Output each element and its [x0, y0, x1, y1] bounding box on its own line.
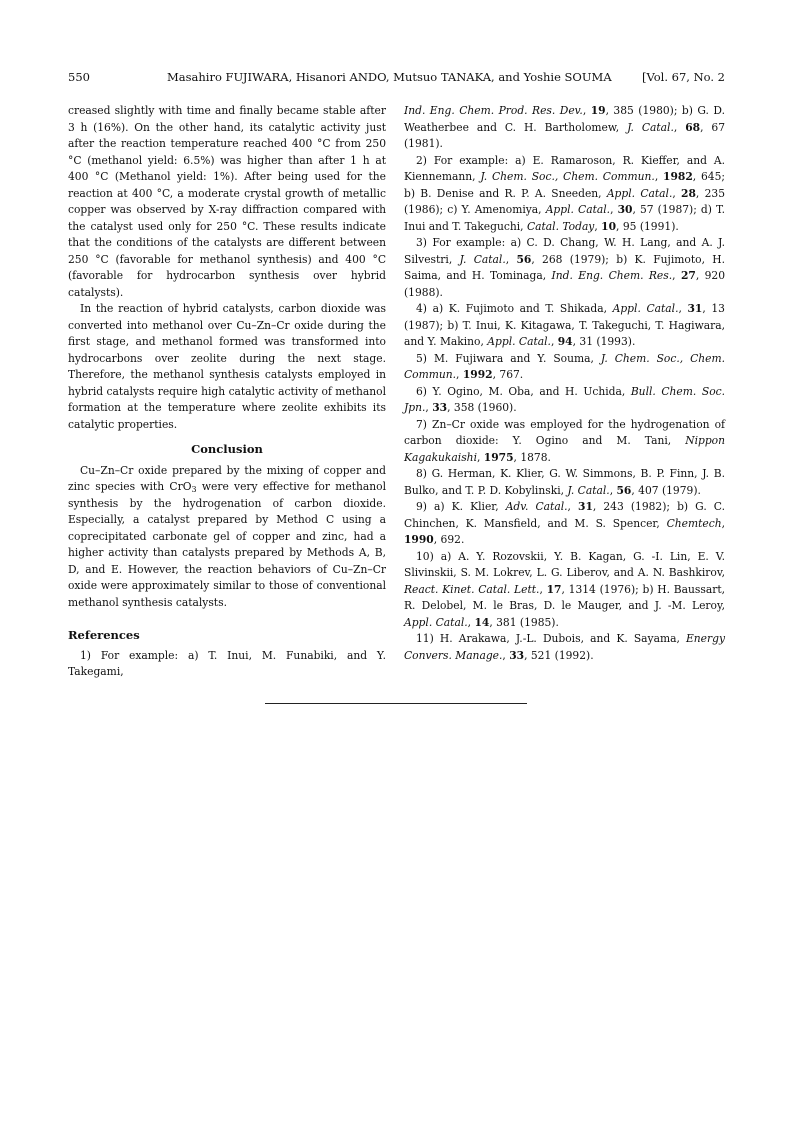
conclusion-paragraph: Cu–Zn–Cr oxide prepared by the mixing of copper and zinc species with CrO$_3$ were very effective for methanol synthesis by the hydrogenation of carbon dioxide. Especially, a catalyst prepared by Method C using a coprecipitated carbonate gel of copper and zinc, had a higher activity than catalysts prepared by Methods A, B, D, and E. However, the reaction behaviors of Cu–Zn–Cr oxide were approximately similar to those of conventional methanol synthesis catalysts. — [68, 463, 386, 609]
references-heading: References — [68, 628, 140, 642]
reference-9: 9) a) K. Klier, Adv. Catal., 31, 243 (1982); b) G. C. Chinchen, K. Mansfield, and M. S. Spencer, Chemtech, 1990, 692. — [404, 500, 726, 546]
page-number: 550 — [68, 70, 90, 84]
body-paragraph-2: In the reaction of hybrid catalysts, carbon dioxide was converted into methanol over Cu–Zn–Cr oxide during the first stage, and methanol formed was transformed into hydrocarbons over zeolite during the next stage. Therefore, the methanol synthesis catalysts employed in hybrid catalysts require high catalytic activity of methanol formation at the temperature where zeolite exhibits its catalytic properties. — [68, 302, 386, 431]
reference-11: 11) H. Arakawa, J.-L. Dubois, and K. Sayama, Energy Convers. Manage., 33, 521 (1992). — [404, 632, 725, 662]
reference-6: 6) Y. Ogino, M. Oba, and H. Uchida, Bull. Chem. Soc. Jpn., 33, 358 (1960). — [404, 384, 726, 414]
reference-3: 3) For example: a) C. D. Chang, W. H. Lang, and A. J. Silvestri, J. Catal., 56, 268 (1979); b) K. Fujimoto, H. Saima, and H. Tominaga, Ind. Eng. Chem. Res., 27, 920 (1988). — [404, 236, 726, 299]
end-rule — [265, 703, 527, 704]
reference-1-start: 1) For example: a) T. Inui, M. Funabiki, and Y. Takegami, — [68, 648, 386, 678]
right-column — [404, 103, 725, 664]
reference-5: 5) M. Fujiwara and Y. Souma, J. Chem. Soc., Chem. Commun., 1992, 767. — [404, 351, 726, 381]
conclusion-heading: Conclusion — [191, 442, 263, 456]
running-authors: Masahiro FUJIWARA, Hisanori ANDO, Mutsuo TANAKA, and Yoshie SOUMA — [167, 70, 612, 84]
volume-info: [Vol. 67, No. 2 — [641, 70, 725, 84]
reference-8: 8) G. Herman, K. Klier, G. W. Simmons, B. P. Finn, J. B. Bulko, and T. P. D. Kobylinski, J. Catal., 56, 407 (1979). — [404, 467, 725, 497]
body-paragraph-1: creased slightly with time and finally became stable after 3 h (16%). On the other hand, its catalytic activity just after the reaction temperature reached 400 °C from 250 °C (methanol yield: 6.5%) was higher than after 1 h at 400 °C (Methanol yield: 1%). After being used for the reaction at 400 °C, a moderate crystal growth of metallic copper was observed by X-ray diffraction compared with the catalyst used only for 250 °C. These results indicate that the conditions of the catalysts are different between 250 °C (favorable for methanol synthesis) and 400 °C (favorable for hydrocarbon synthesis over hybrid catalysts). — [68, 104, 386, 299]
reference-10: 10) a) A. Y. Rozovskii, Y. B. Kagan, G. -I. Lin, E. V. Slivinskii, S. M. Lokrev, L. G. Liberov, and A. N. Bashkirov, React. Kinet. Catal. Lett., 17, 1314 (1976); b) H. Baussart, R. Delobel, M. le Bras, D. le Mauger, and J. -M. Leroy, Appl. Catal., 14, 381 (1985). — [404, 549, 726, 629]
reference-7: 7) Zn–Cr oxide was employed for the hydrogenation of carbon dioxide: Y. Ogino and M. Tani, Nippon Kagakukaishi, 1975, 1878. — [404, 417, 725, 464]
reference-4: 4) a) K. Fujimoto and T. Shikada, Appl. Catal., 31, 13 (1987); b) T. Inui, K. Kitagawa, T. Takeguchi, T. Hagiwara, and Y. Makino, Appl. Catal., 94, 31 (1993). — [404, 302, 725, 348]
reference-1-cont: Ind. Eng. Chem. Prod. Res. Dev., 19, 385 (1980); b) G. D. Weatherbee and C. H. Bartholomew, J. Catal., 68, 67 (1981). — [404, 104, 725, 150]
reference-2: 2) For example: a) E. Ramaroson, R. Kieffer, and A. Kiennemann, J. Chem. Soc., Chem. Commun., 1982, 645; b) B. Denise and R. P. A. Sneeden, Appl. Catal., 28, 235 (1986); c) Y. Amenomiya, Appl. Catal., 30, 57 (1987); d) T. Inui and T. Takeguchi, Catal. Today, 10, 95 (1991). — [404, 153, 726, 233]
left-column — [68, 103, 386, 681]
running-header — [68, 70, 725, 86]
